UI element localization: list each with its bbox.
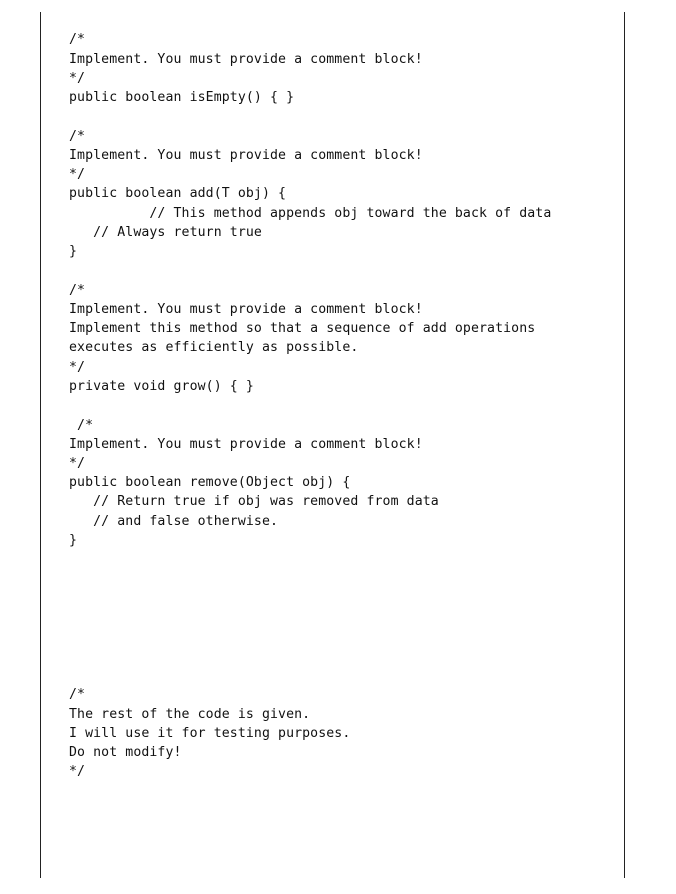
remove-signature: public boolean remove(Object obj) { bbox=[69, 475, 351, 490]
add-body-comment-1: // This method appends obj toward the back of data bbox=[69, 206, 552, 221]
grow-comment-open: /* bbox=[69, 283, 86, 298]
grow-comment-text-1: Implement. You must provide a comment block! bbox=[69, 302, 423, 317]
rest-comment-text-3: Do not modify! bbox=[69, 745, 182, 760]
remove-comment-text: Implement. You must provide a comment block! bbox=[69, 437, 423, 452]
is-empty-comment-close: */ bbox=[69, 71, 86, 86]
rest-comment-open: /* bbox=[69, 687, 86, 702]
grow-signature: private void grow() { } bbox=[69, 379, 254, 394]
rest-comment-text-1: The rest of the code is given. bbox=[69, 707, 311, 722]
remove-body-comment-2: // and false otherwise. bbox=[69, 514, 279, 529]
add-comment-open: /* bbox=[69, 129, 86, 144]
rest-comment-close: */ bbox=[69, 764, 86, 779]
add-closing-brace: } bbox=[69, 244, 78, 259]
rest-comment-text-2: I will use it for testing purposes. bbox=[69, 726, 351, 741]
remove-body-comment-1: // Return true if obj was removed from data bbox=[69, 494, 439, 509]
remove-comment-open: /* bbox=[69, 418, 94, 433]
add-signature: public boolean add(T obj) { bbox=[69, 186, 287, 201]
is-empty-signature: public boolean isEmpty() { } bbox=[69, 90, 295, 105]
add-body-comment-2: // Always return true bbox=[69, 225, 262, 240]
grow-comment-text-3: executes as efficiently as possible. bbox=[69, 340, 359, 355]
remove-closing-brace: } bbox=[69, 533, 78, 548]
remove-comment-close: */ bbox=[69, 456, 86, 471]
is-empty-comment-text: Implement. You must provide a comment block! bbox=[69, 52, 423, 67]
add-comment-close: */ bbox=[69, 167, 86, 182]
is-empty-comment-open: /* bbox=[69, 32, 86, 47]
grow-comment-text-2: Implement this method so that a sequence of add operations bbox=[69, 321, 536, 336]
grow-comment-close: */ bbox=[69, 360, 86, 375]
add-comment-text: Implement. You must provide a comment block! bbox=[69, 148, 423, 163]
